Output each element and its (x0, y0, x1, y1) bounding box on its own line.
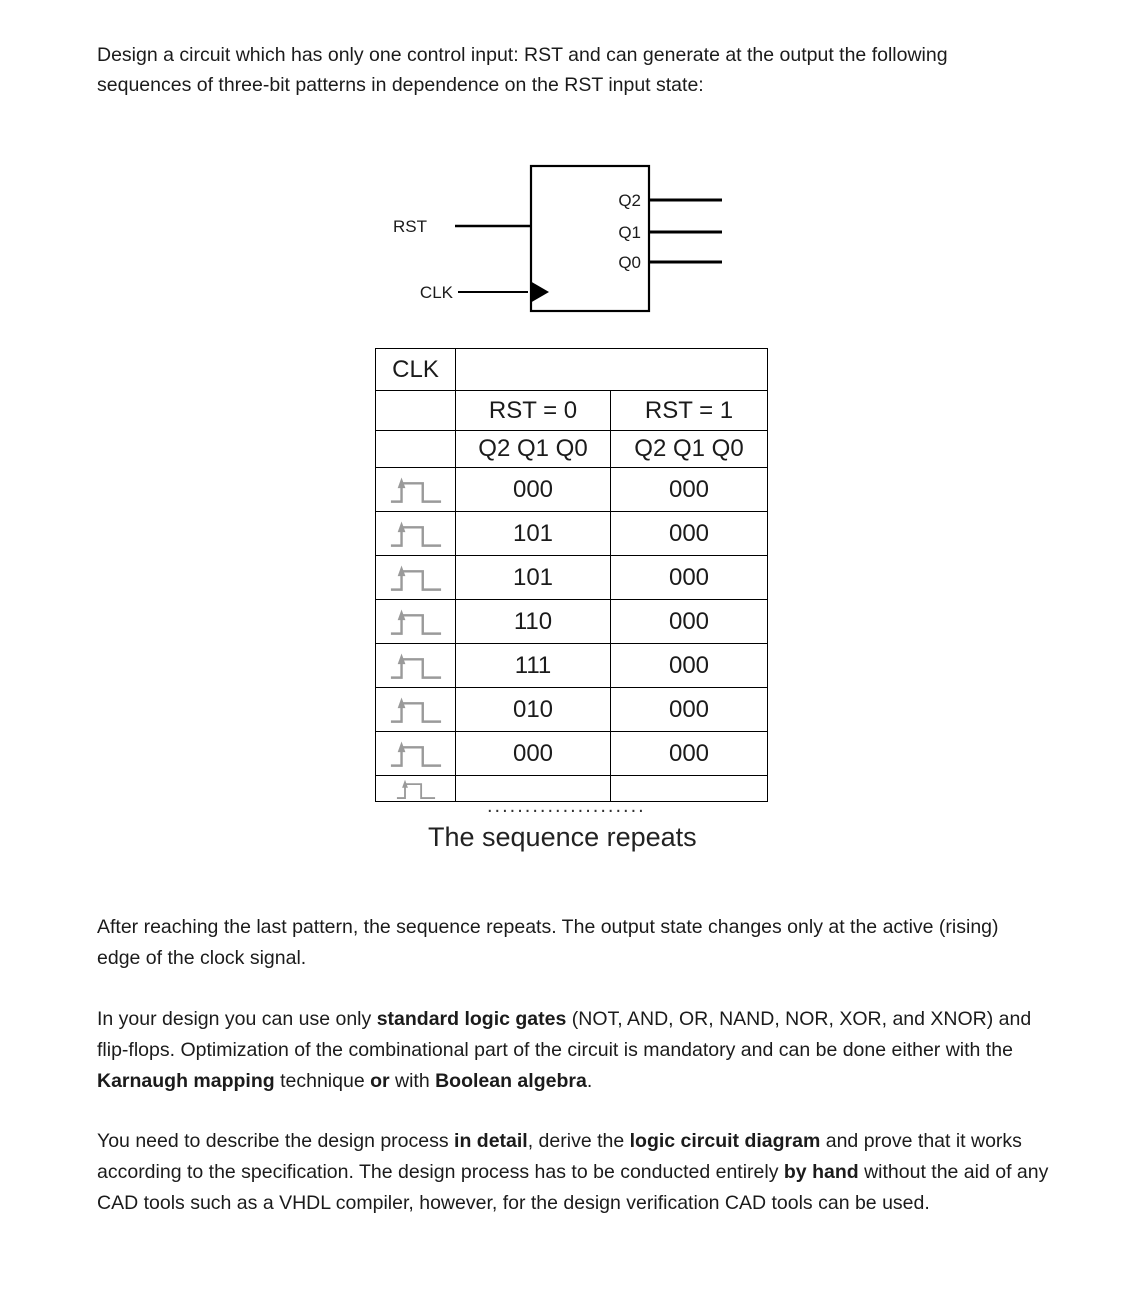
header-spacer-cell (456, 349, 768, 391)
table-row (376, 468, 768, 512)
clock-pulse-cell (376, 468, 456, 512)
clock-pulse-cell (376, 776, 456, 802)
rst-input-label: RST (393, 217, 427, 236)
clock-pulse-cell (376, 644, 456, 688)
table-row-rst-headers (376, 391, 768, 431)
rst1-header-cell: RST = 1 (611, 391, 768, 431)
clock-pulse-icon (389, 520, 443, 550)
clk-input-label: CLK (419, 283, 453, 302)
clock-edge-triangle-icon (530, 281, 549, 303)
text-segment: and prove that it works according to the specification. The design process has to be conducted entirely (97, 1130, 1022, 1183)
clock-pulse-icon (389, 608, 443, 638)
rst1-value-cell: 000 (611, 688, 768, 732)
table-row (376, 732, 768, 776)
clock-pulse-cell (376, 512, 456, 556)
text-segment: You need to describe the design process (97, 1130, 455, 1152)
rst1-value-cell: 000 (611, 732, 768, 776)
clock-pulse-icon (389, 740, 443, 770)
rst1-value-cell: 000 (611, 556, 768, 600)
clock-pulse-cell (376, 732, 456, 776)
table-row-bit-headers (376, 431, 768, 468)
rst0-value-cell: 101 (456, 556, 611, 600)
circuit-diagram (0, 155, 1126, 355)
clock-pulse-cell (376, 556, 456, 600)
clock-pulse-icon (389, 696, 443, 726)
clock-pulse-icon (389, 652, 443, 682)
text-segment: , derive the (527, 1130, 630, 1152)
text-segment: . (586, 1070, 593, 1092)
clk-header-cell: CLK (376, 349, 456, 391)
after-reaching-paragraph: After reaching the last pattern, the sequence repeats. The output state changes only at the active (rising) edge of the clock signal. (97, 916, 999, 969)
rst0-header-cell: RST = 0 (456, 391, 611, 431)
clock-pulse-icon (389, 564, 443, 594)
rst0-value-cell: 111 (456, 644, 611, 688)
bold-standard-logic-gates: standard logic gates (376, 1008, 567, 1030)
table-row-clk-header (376, 349, 768, 391)
bold-boolean-algebra: Boolean algebra (435, 1070, 587, 1092)
text-segment: In your design you can use only (97, 1008, 377, 1030)
bold-karnaugh-mapping: Karnaugh mapping (97, 1070, 275, 1092)
rst1-bits-header-cell: Q2 Q1 Q0 (611, 431, 768, 468)
text-segment: with (389, 1070, 436, 1092)
bold-or: or (370, 1070, 390, 1092)
table-row (376, 556, 768, 600)
text-segment: technique (274, 1070, 371, 1092)
rst0-value-cell: 000 (456, 732, 611, 776)
bold-in-detail: in detail (454, 1130, 528, 1152)
q0-output-label: Q0 (618, 253, 641, 272)
bold-by-hand: by hand (783, 1161, 859, 1183)
design-constraints-paragraph (97, 1004, 1047, 1097)
text-segment: (NOT, AND, OR, NAND, NOR, XOR, and XNOR) and flip-flops. Optimization of the combinational part of the circuit is mandatory and can be done either with the (97, 1008, 1032, 1061)
rst0-value-cell: 110 (456, 600, 611, 644)
rst0-value-cell: 101 (456, 512, 611, 556)
rst1-value-cell: 000 (611, 600, 768, 644)
clock-pulse-icon (389, 476, 443, 506)
clock-pulse-cell (376, 600, 456, 644)
clock-pulse-icon (393, 779, 439, 801)
rst0-value-cell: 000 (456, 468, 611, 512)
bold-logic-circuit-diagram: logic circuit diagram (629, 1130, 821, 1152)
table-row (376, 688, 768, 732)
design-process-paragraph (97, 1126, 1052, 1219)
text-segment: without the aid of any CAD tools such as a VHDL compiler, however, for the design verification CAD tools can be used. (97, 1161, 1049, 1214)
empty-cell (376, 391, 456, 431)
empty-cell (376, 431, 456, 468)
repeat-dots: ..................... (487, 795, 646, 817)
intro-paragraph: Design a circuit which has only one control input: RST and can generate at the output the following sequences of three-bit patterns in dependence on the RST input state: (97, 44, 948, 96)
rst1-value-cell: 000 (611, 644, 768, 688)
q1-output-label: Q1 (618, 223, 641, 242)
sequence-table (375, 348, 768, 802)
table-row (376, 600, 768, 644)
table-row (376, 644, 768, 688)
table-row (376, 512, 768, 556)
clock-pulse-cell (376, 688, 456, 732)
rst1-value-cell: 000 (611, 512, 768, 556)
rst1-value-cell: 000 (611, 468, 768, 512)
q2-output-label: Q2 (618, 191, 641, 210)
rst0-value-cell: 010 (456, 688, 611, 732)
sequence-repeats-label: The sequence repeats (428, 822, 697, 852)
rst0-bits-header-cell: Q2 Q1 Q0 (456, 431, 611, 468)
